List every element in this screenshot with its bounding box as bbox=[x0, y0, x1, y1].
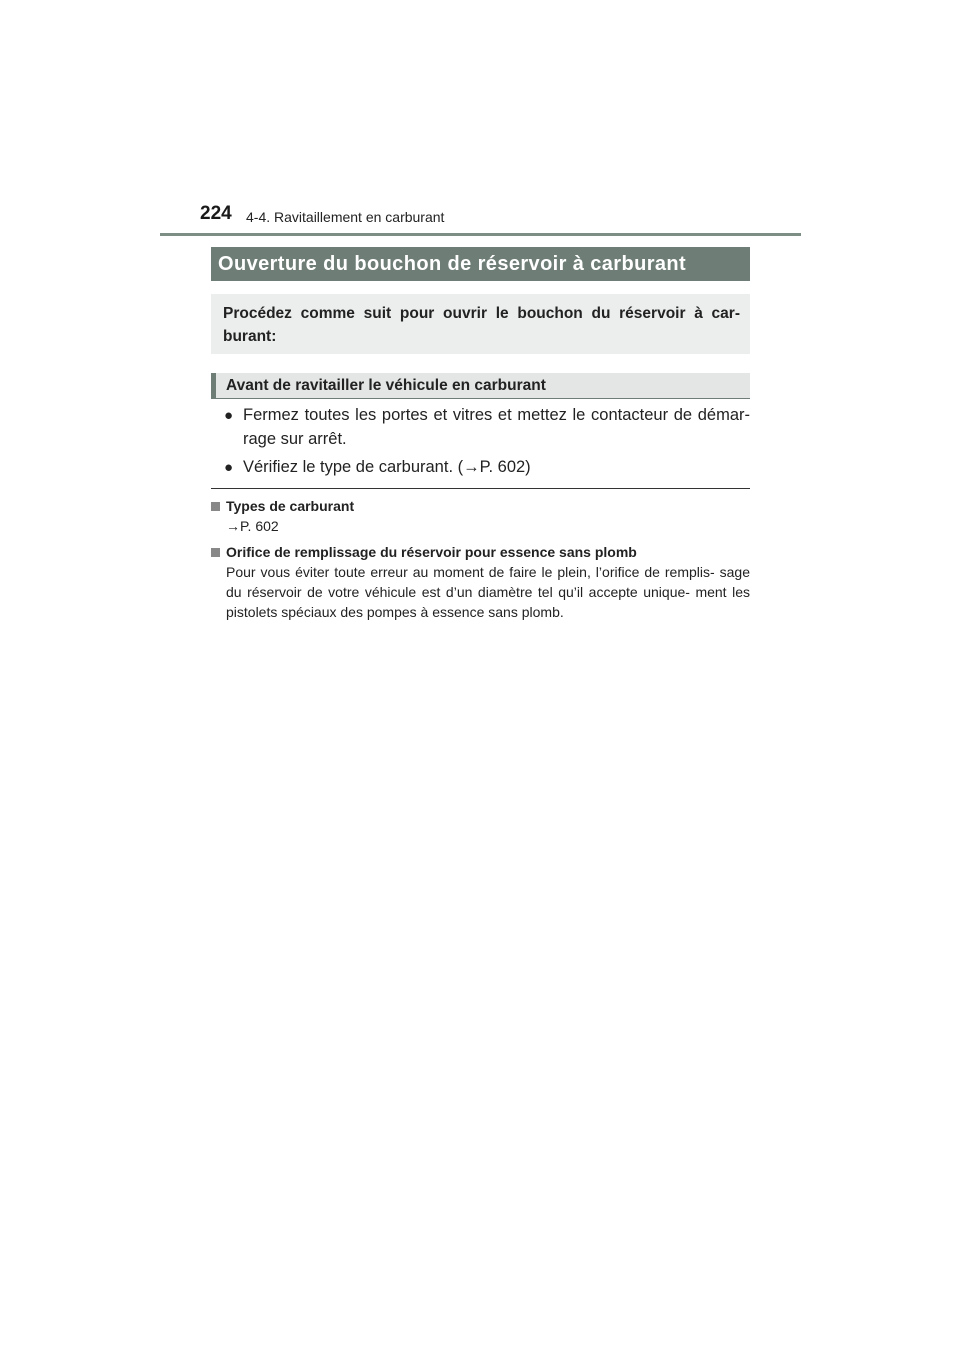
note-item bbox=[211, 542, 750, 622]
intro-text: Procédez comme suit pour ouvrir le bouchon du réservoir à car- burant: bbox=[223, 305, 740, 345]
page-title: Ouverture du bouchon de réservoir à carburant bbox=[218, 252, 687, 275]
notes-section bbox=[211, 496, 750, 628]
note-heading-row bbox=[211, 496, 750, 516]
intro-box bbox=[211, 294, 750, 354]
section-reference: 4-4. Ravitaillement en carburant bbox=[246, 209, 445, 225]
bullet-dot-icon: ● bbox=[224, 407, 234, 424]
bullet-list bbox=[224, 403, 750, 483]
note-body: →P. 602 bbox=[226, 518, 279, 534]
bullet-text: Vérifiez le type de carburant. (→P. 602) bbox=[243, 458, 531, 476]
notes-divider bbox=[211, 488, 750, 489]
subheading: Avant de ravitailler le véhicule en carburant bbox=[226, 376, 546, 394]
bullet-text: Fermez toutes les portes et vitres et mettez le contacteur de démar- rage sur arrêt. bbox=[243, 406, 750, 448]
header-rule bbox=[160, 233, 801, 236]
note-heading: Orifice de remplissage du réservoir pour essence sans plomb bbox=[226, 544, 637, 560]
note-heading-row bbox=[211, 542, 750, 562]
page-number: 224 bbox=[200, 203, 232, 224]
square-bullet-icon bbox=[211, 502, 220, 511]
note-heading: Types de carburant bbox=[226, 498, 355, 514]
square-bullet-icon bbox=[211, 548, 220, 557]
title-bar bbox=[211, 247, 750, 281]
subheading-bar bbox=[211, 373, 750, 399]
bullet-dot-icon: ● bbox=[224, 459, 234, 476]
note-item bbox=[211, 496, 750, 536]
bullet-item bbox=[224, 455, 750, 479]
note-body: Pour vous éviter toute erreur au moment de faire le plein, l’orifice de remplis- sage du réservoir de votre véhicule est d’un diamètre tel qu’il accepte unique- ment les pistolets spéciaux des pompes à essence sans plomb. bbox=[226, 564, 750, 620]
bullet-item bbox=[224, 403, 750, 451]
